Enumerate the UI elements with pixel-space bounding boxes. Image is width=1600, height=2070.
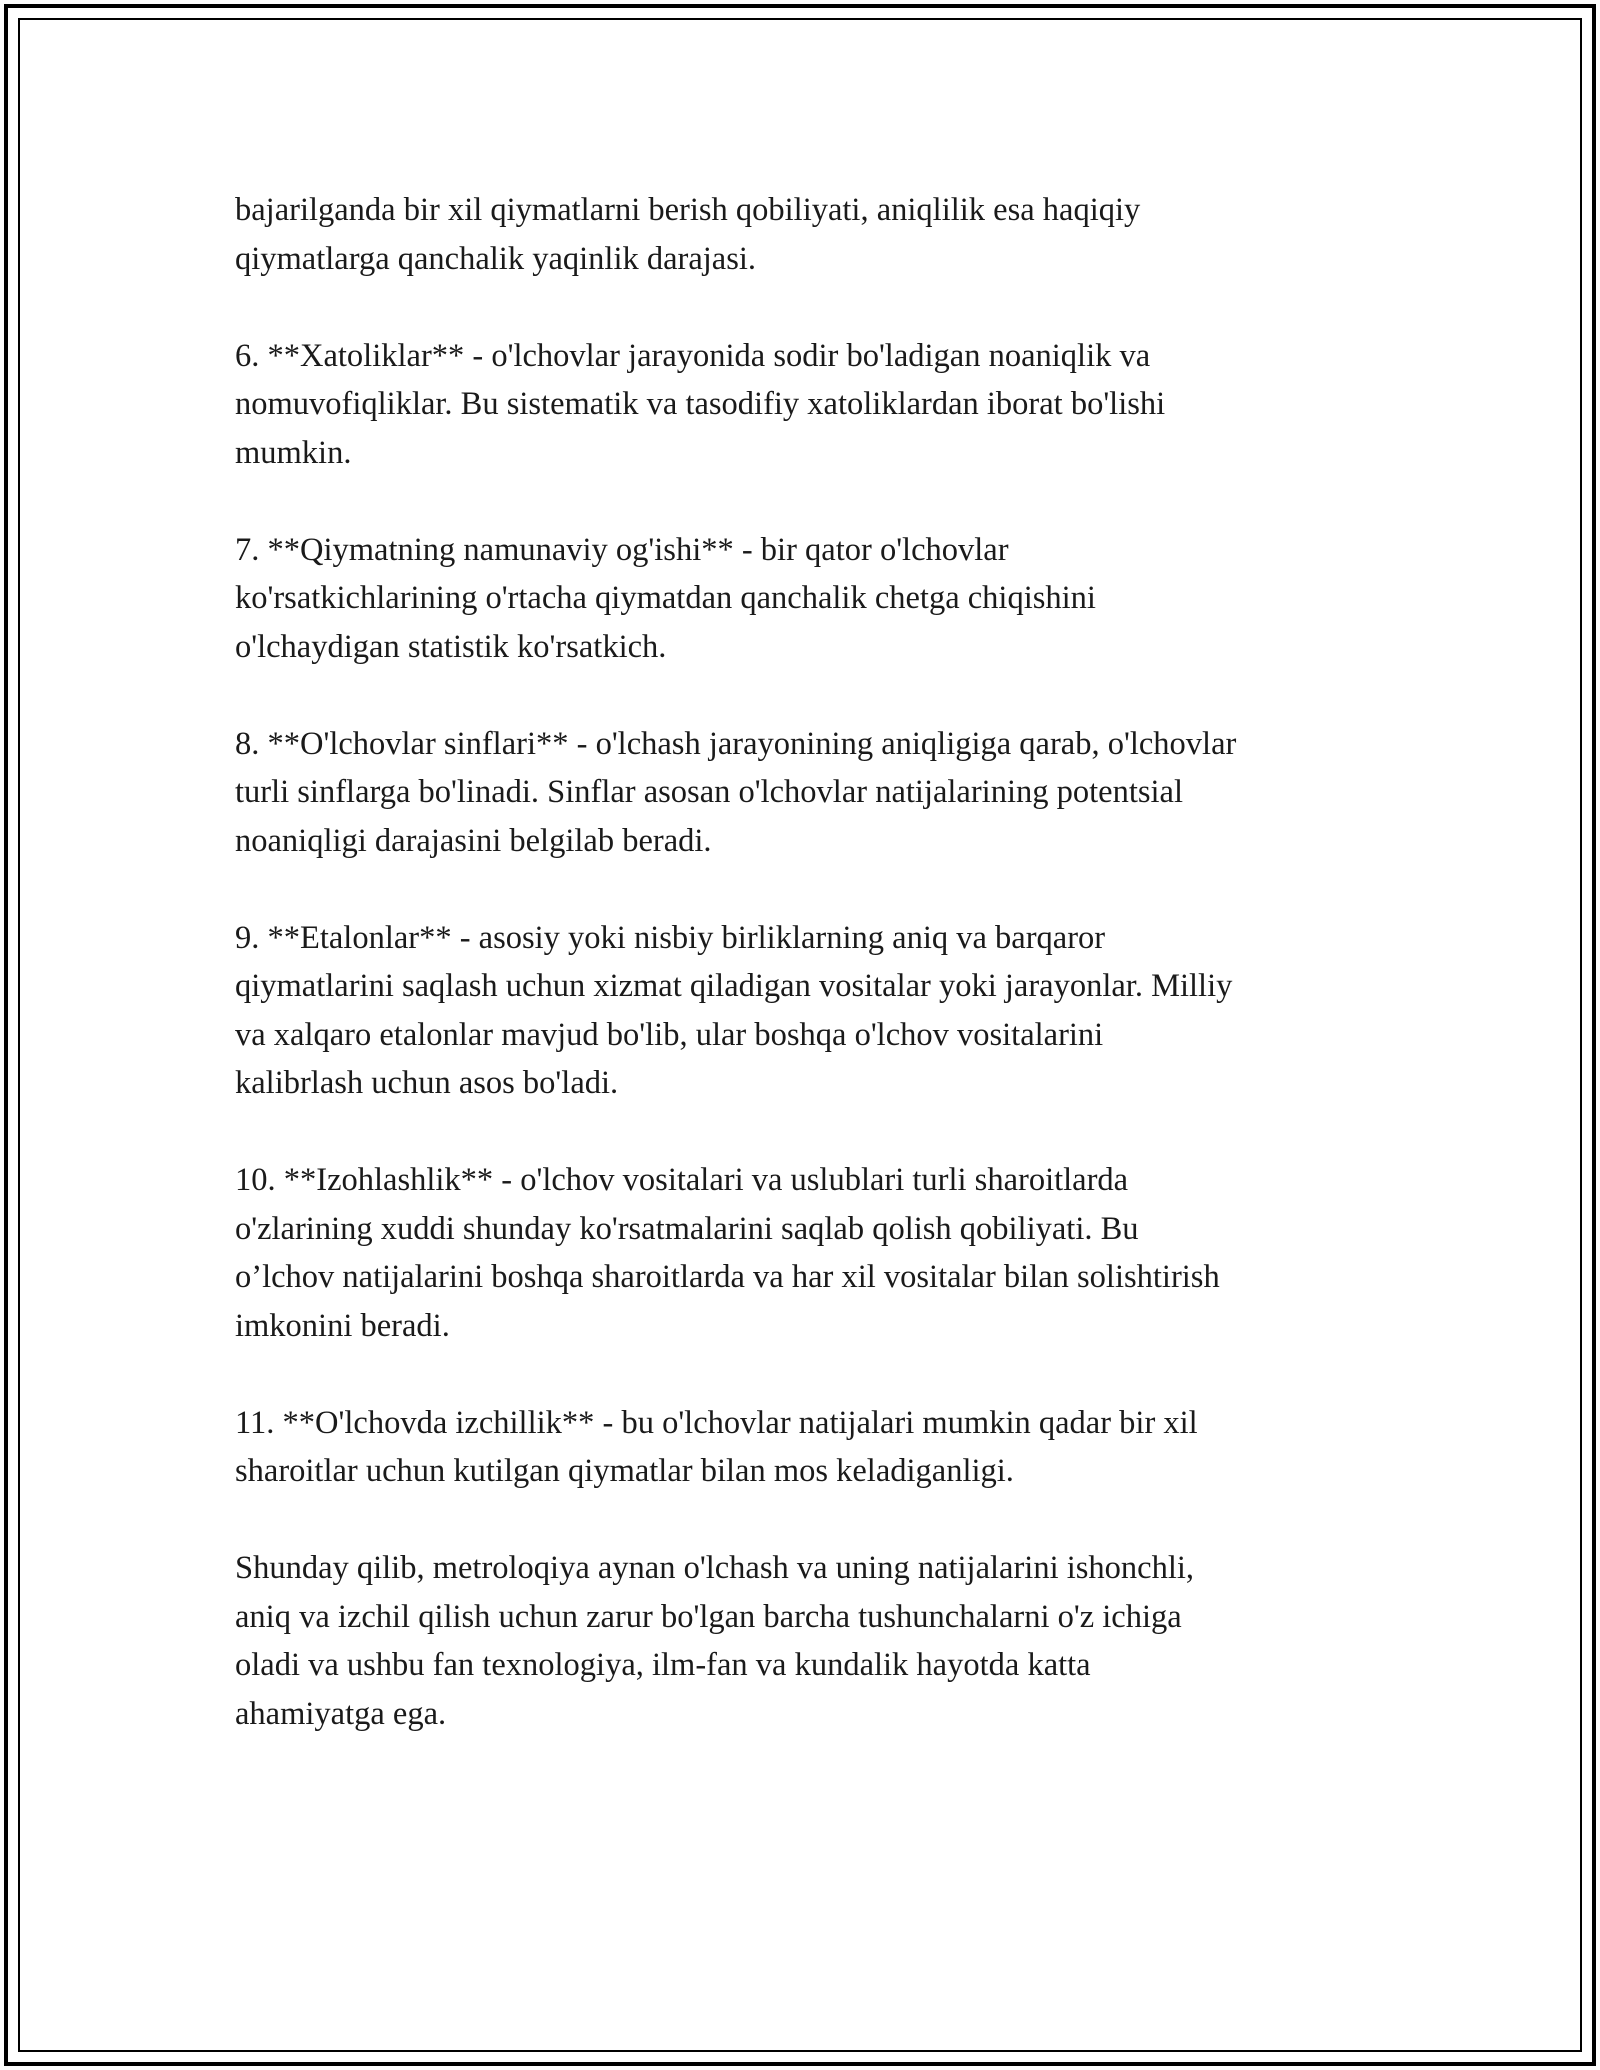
text-line: imkonini beradi.	[235, 1307, 450, 1344]
text-line: ko'rsatkichlarining o'rtacha qiymatdan qanchalik chetga chiqishini	[235, 580, 1096, 616]
text-line: va xalqaro etalonlar mavjud bo'lib, ular boshqa o'lchov vositalarini	[235, 1016, 1104, 1053]
text-line: 8. **O'lchovlar sinflari** - o'lchash jarayonining aniqligiga qarab, o'lchovlar	[235, 725, 1237, 762]
text-line: 10. **Izohlashlik** - o'lchov vositalari va uslublari turli sharoitlarda	[235, 1162, 1129, 1198]
paragraph-continuation	[235, 186, 1375, 283]
text-line: bajarilganda bir xil qiymatlarni berish qobiliyati, aniqlilik esa haqiqiy	[235, 192, 1141, 228]
text-line: 11. **O'lchovda izchillik** - bu o'lchovlar natijalari mumkin qadar bir xil	[235, 1404, 1198, 1441]
text-line: aniq va izchil qilish uchun zarur bo'lgan barcha tushunchalarni o'z ichiga	[235, 1598, 1182, 1635]
paragraph-item-10	[235, 1156, 1375, 1350]
text-line: qiymatlarini saqlash uchun xizmat qiladigan vositalar yoki jarayonlar. Milliy	[235, 968, 1233, 1004]
text-line: ahamiyatga ega.	[235, 1695, 447, 1732]
text-line: turli sinflarga bo'linadi. Sinflar asosan o'lchovlar natijalarining potentsial	[235, 774, 1183, 810]
paragraph-item-11	[235, 1399, 1375, 1496]
text-line: noaniqligi darajasini belgilab beradi.	[235, 822, 712, 859]
text-line: 7. **Qiymatning namunaviy og'ishi** - bir qator o'lchovlar	[235, 531, 1009, 568]
paragraph-item-9	[235, 914, 1375, 1108]
text-line: o’lchov natijalarini boshqa sharoitlarda va har xil vositalar bilan solishtirish	[235, 1259, 1220, 1295]
paragraph-conclusion	[235, 1544, 1375, 1738]
text-line: nomuvofiqliklar. Bu sistematik va tasodifiy xatoliklardan iborat bo'lishi	[235, 386, 1166, 422]
text-line: sharoitlar uchun kutilgan qiymatlar bilan mos keladiganligi.	[235, 1453, 1014, 1489]
text-line: mumkin.	[235, 434, 352, 471]
text-line: 6. **Xatoliklar** - o'lchovlar jarayonida sodir bo'ladigan noaniqlik va	[235, 337, 1151, 374]
paragraph-item-8	[235, 720, 1375, 866]
text-line: 9. **Etalonlar** - asosiy yoki nisbiy birliklarning aniq va barqaror	[235, 919, 1106, 956]
text-line: oladi va ushbu fan texnologiya, ilm-fan va kundalik hayotda katta	[235, 1647, 1091, 1683]
text-line: qiymatlarga qanchalik yaqinlik darajasi.	[235, 240, 757, 277]
text-line: Shunday qilib, metroloqiya aynan o'lchash va uning natijalarini ishonchli,	[235, 1550, 1195, 1586]
document-body	[235, 186, 1375, 1787]
text-line: o'zlarining xuddi shunday ko'rsatmalarini saqlab qolish qobiliyati. Bu	[235, 1210, 1139, 1247]
text-line: kalibrlash uchun asos bo'ladi.	[235, 1065, 619, 1101]
paragraph-item-6	[235, 332, 1375, 478]
paragraph-item-7	[235, 526, 1375, 672]
text-line: o'lchaydigan statistik ko'rsatkich.	[235, 628, 667, 665]
